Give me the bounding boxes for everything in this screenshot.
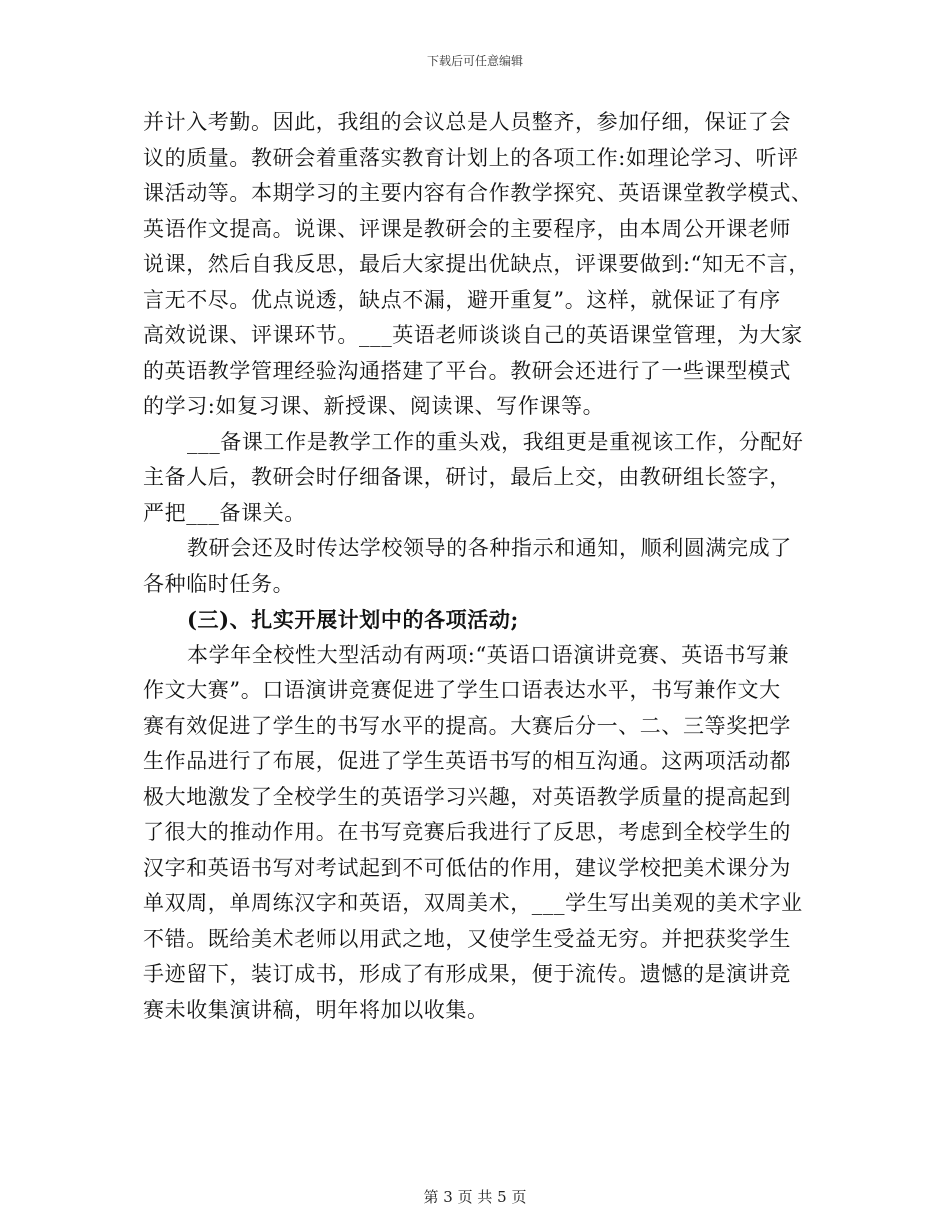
- paragraph-start-line: ___备课工作是教学工作的重头戏，我组更是重视该工作，分配好: [187, 429, 804, 454]
- document-body: [143, 105, 813, 1028]
- text-line: 不错。既给美术老师以用武之地，又使学生受益无穷。并把获奖学生: [143, 926, 791, 951]
- text-line: 的英语教学管理经验沟通搭建了平台。教研会还进行了一些课型模式: [143, 358, 791, 383]
- text-line: 手迹留下，装订成书，形成了有形成果，便于流传。遗憾的是演讲竞: [143, 962, 791, 986]
- text-line: 汉字和英语书写对考试起到不可低估的作用，建议学校把美术课分为: [143, 855, 791, 880]
- text-line: 了很大的推动作用。在书写竞赛后我进行了反思，考虑到全校学生的: [143, 820, 791, 844]
- paragraph-start-line: 本学年全校性大型活动有两项:“英语口语演讲竞赛、英语书写兼: [187, 642, 790, 667]
- text-line: 各种临时任务。: [143, 571, 295, 596]
- text-line: 课活动等。本期学习的主要内容有合作教学探究、英语课堂教学模式、: [143, 181, 813, 205]
- text-line: 赛未收集演讲稿，明年将加以收集。: [143, 997, 489, 1022]
- text-line: 言无不尽。优点说透，缺点不漏，避开重复”。这样，就保证了有序: [143, 287, 781, 312]
- text-line: 严把___备课关。: [143, 500, 306, 525]
- text-line: 主备人后，教研会时仔细备课，研讨，最后上交，由教研组长签字，: [143, 465, 791, 489]
- text-line: 生作品进行了布展，促进了学生英语书写的相互沟通。这两项活动都: [143, 749, 791, 773]
- paragraph-start-line: 教研会还及时传达学校领导的各种指示和通知，顺利圆满完成了: [187, 536, 792, 560]
- text-line: 单双周，单周练汉字和英语，双周美术，___学生写出美观的美术字业: [143, 891, 803, 915]
- page-number-footer: 第 3 页 共 5 页: [423, 1188, 527, 1206]
- text-line: 英语作文提高。说课、评课是教研会的主要程序，由本周公开课老师: [143, 216, 791, 241]
- text-line: 并计入考勤。因此，我组的会议总是人员整齐，参加仔细，保证了会: [143, 110, 791, 134]
- text-line: 说课，然后自我反思，最后大家提出优缺点，评课要做到:“知无不言，: [143, 252, 811, 276]
- text-line: 作文大赛”。口语演讲竞赛促进了学生口语表达水平，书写兼作文大: [143, 678, 781, 702]
- section-heading: (三)、扎实开展计划中的各项活动;: [187, 607, 519, 632]
- text-line: 赛有效促进了学生的书写水平的提高。大赛后分一、二、三等奖把学: [143, 713, 791, 738]
- text-line: 议的质量。教研会着重落实教育计划上的各项工作:如理论学习、听评: [143, 145, 799, 170]
- text-line: 的学习:如复习课、新授课、阅读课、写作课等。: [143, 394, 605, 418]
- page-header: 下载后可任意编辑: [426, 54, 523, 68]
- text-line: 高效说课、评课环节。___英语老师谈谈自己的英语课堂管理，为大家: [143, 323, 803, 347]
- text-line: 极大地激发了全校学生的英语学习兴趣，对英语教学质量的提高起到: [143, 784, 791, 809]
